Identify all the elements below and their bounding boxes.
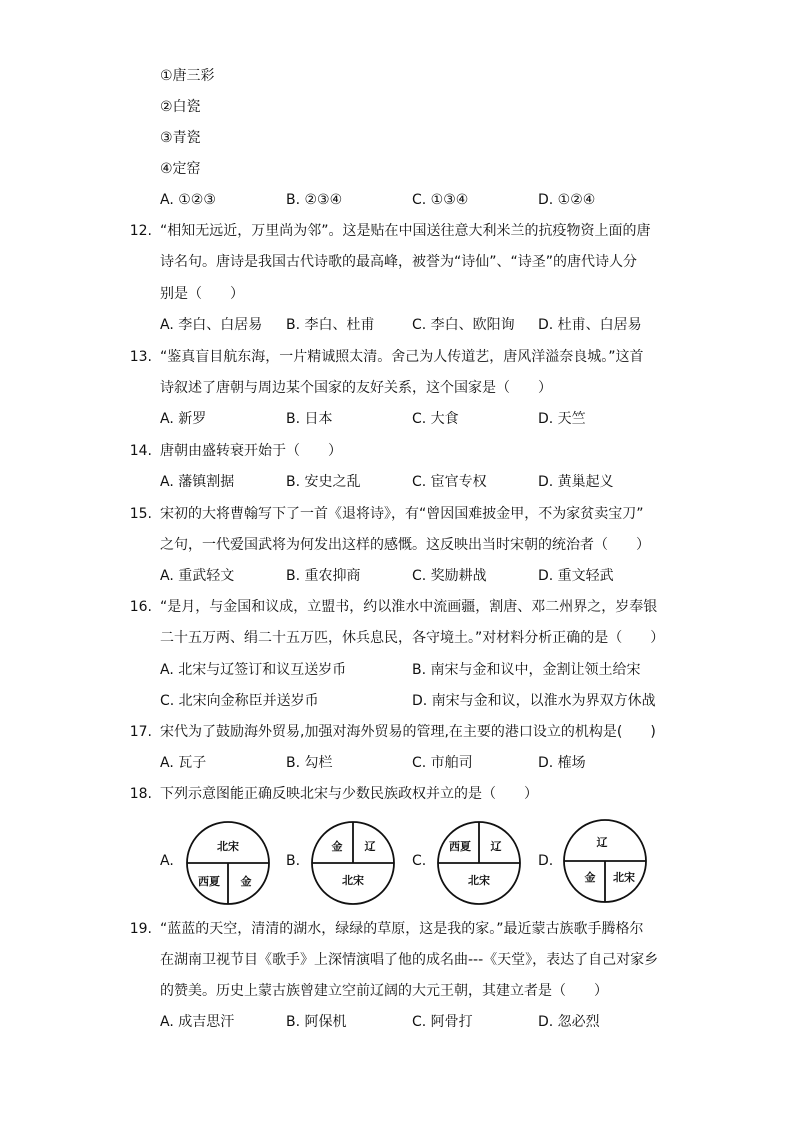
q18-diagram-d[interactable] <box>562 818 648 904</box>
diagram-d-top-label: 辽 <box>596 836 608 849</box>
q11-option-c[interactable]: C. ①③④ <box>412 192 469 208</box>
q15-option-a[interactable]: A. 重武轻文 <box>160 568 235 584</box>
q16-option-c[interactable]: C. 北宋向金称臣并送岁币 <box>160 693 319 709</box>
q16-option-a[interactable]: A. 北宋与辽签订和议互送岁币 <box>160 662 347 678</box>
q11-item-4: ④定窑 <box>160 161 201 177</box>
q15-stem-line-1: 宋初的大将曹翰写下了一首《退将诗》，有“曾因国难披金甲，不为家贫卖宝刀” <box>160 506 644 522</box>
q16-option-b[interactable]: B. 南宋与金和议中，金割让领土给宋 <box>412 662 641 678</box>
q13-option-d[interactable]: D. 天竺 <box>538 411 586 427</box>
q18-option-c-label[interactable]: C. <box>412 853 427 869</box>
q12-number: 12. <box>129 223 152 239</box>
q18-option-d-label[interactable]: D. <box>538 853 554 869</box>
q19-option-b[interactable]: B. 阿保机 <box>286 1014 347 1030</box>
q18-option-b-label[interactable]: B. <box>286 853 301 869</box>
q17-option-b[interactable]: B. 勾栏 <box>286 755 333 771</box>
q13-option-a[interactable]: A. 新罗 <box>160 411 207 427</box>
q13-number: 13. <box>129 349 152 365</box>
q13-stem-line-2: 诗叙述了唐朝与周边某个国家的友好关系，这个国家是（ ） <box>160 380 552 396</box>
q19-stem-line-3: 的赞美。历史上蒙古族曾建立空前辽阔的大元王朝，其建立者是（ ） <box>160 983 608 999</box>
q14-option-d[interactable]: D. 黄巢起义 <box>538 474 614 490</box>
diagram-b-top-left-label: 金 <box>331 840 343 853</box>
q18-stem-line-1: 下列示意图能正确反映北宋与少数民族政权并立的是（ ） <box>160 786 538 802</box>
q16-option-d[interactable]: D. 南宋与金和议，以淮水为界双方休战 <box>412 693 656 709</box>
diagram-c-top-left-label: 西夏 <box>449 840 471 853</box>
q14-option-c[interactable]: C. 宦官专权 <box>412 474 487 490</box>
q13-option-b[interactable]: B. 日本 <box>286 411 333 427</box>
q18-diagram-c[interactable] <box>436 820 522 906</box>
q17-option-d[interactable]: D. 榷场 <box>538 755 586 771</box>
q19-option-d[interactable]: D. 忽必烈 <box>538 1014 600 1030</box>
diagram-a-top-label: 北宋 <box>217 840 239 853</box>
diagram-c-top-right-label: 辽 <box>490 840 502 853</box>
q14-option-a[interactable]: A. 藩镇割据 <box>160 474 235 490</box>
q18-diagram-a[interactable] <box>185 820 271 906</box>
q19-option-c[interactable]: C. 阿骨打 <box>412 1014 473 1030</box>
q15-stem-line-2: 之句，一代爱国武将为何发出这样的感慨。这反映出当时宋朝的统治者（ ） <box>160 537 650 553</box>
q15-option-b[interactable]: B. 重农抑商 <box>286 568 361 584</box>
q12-option-d[interactable]: D. 杜甫、白居易 <box>538 317 642 333</box>
diagram-b-top-right-label: 辽 <box>364 840 376 853</box>
q11-item-2: ②白瓷 <box>160 99 201 115</box>
diagram-c-bottom-label: 北宋 <box>468 874 490 887</box>
q19-number: 19. <box>129 921 152 937</box>
q16-stem-line-1: “是月，与金国和议成，立盟书，约以淮水中流画疆，割唐、邓二州界之，岁奉银 <box>160 599 658 615</box>
q11-item-3: ③青瓷 <box>160 130 201 146</box>
diagram-a-bottom-left-label: 西夏 <box>198 875 220 888</box>
q14-option-b[interactable]: B. 安史之乱 <box>286 474 361 490</box>
q14-number: 14. <box>129 443 152 459</box>
q11-item-1: ①唐三彩 <box>160 68 215 84</box>
q17-option-c[interactable]: C. 市舶司 <box>412 755 473 771</box>
q16-number: 16. <box>129 599 152 615</box>
diagram-b-bottom-label: 北宋 <box>342 874 364 887</box>
q17-option-a[interactable]: A. 瓦子 <box>160 755 207 771</box>
diagram-d-bottom-left-label: 金 <box>584 871 596 884</box>
q19-stem-line-2: 在湖南卫视节目《歌手》上深情演唱了他的成名曲---《天堂》，表达了自己对家乡 <box>160 952 659 968</box>
q12-option-c[interactable]: C. 李白、欧阳询 <box>412 317 515 333</box>
q18-number: 18. <box>129 786 152 802</box>
q15-option-c[interactable]: C. 奖励耕战 <box>412 568 487 584</box>
q17-stem-line-1: 宋代为了鼓励海外贸易,加强对海外贸易的管理,在主要的港口设立的机构是( ) <box>160 724 656 740</box>
q12-option-b[interactable]: B. 李白、杜甫 <box>286 317 375 333</box>
q18-option-a-label[interactable]: A. <box>160 853 174 869</box>
q11-option-d[interactable]: D. ①②④ <box>538 192 596 208</box>
q15-option-d[interactable]: D. 重文轻武 <box>538 568 614 584</box>
q18-diagram-b[interactable] <box>310 820 396 906</box>
q19-stem-line-1: “蓝蓝的天空，清清的湖水，绿绿的草原，这是我的家。”最近蒙古族歌手腾格尔 <box>160 921 644 937</box>
q19-option-a[interactable]: A. 成吉思汗 <box>160 1014 235 1030</box>
q13-option-c[interactable]: C. 大食 <box>412 411 459 427</box>
q11-option-a[interactable]: A. ①②③ <box>160 192 216 208</box>
q16-stem-line-2: 二十五万两、绢二十五万匹，休兵息民，各守境土。”对材料分析正确的是（ ） <box>160 630 665 646</box>
diagram-d-bottom-right-label: 北宋 <box>613 871 635 884</box>
q12-stem-line-2: 诗名句。唐诗是我国古代诗歌的最高峰，被誉为“诗仙”、“诗圣”的唐代诗人分 <box>160 254 638 270</box>
q14-stem-line-1: 唐朝由盛转衰开始于（ ） <box>160 443 342 459</box>
q12-stem-line-1: “相知无远近，万里尚为邻”。这是贴在中国送往意大利米兰的抗疫物资上面的唐 <box>160 223 651 239</box>
q11-option-b[interactable]: B. ②③④ <box>286 192 343 208</box>
q12-option-a[interactable]: A. 李白、白居易 <box>160 317 263 333</box>
q13-stem-line-1: “鉴真盲目航东海，一片精诚照太清。舍己为人传道艺，唐风洋溢奈良城。”这首 <box>160 349 644 365</box>
q17-number: 17. <box>129 724 152 740</box>
q12-stem-line-3: 别是（ ） <box>160 286 244 302</box>
q15-number: 15. <box>129 506 152 522</box>
diagram-a-bottom-right-label: 金 <box>240 875 252 888</box>
